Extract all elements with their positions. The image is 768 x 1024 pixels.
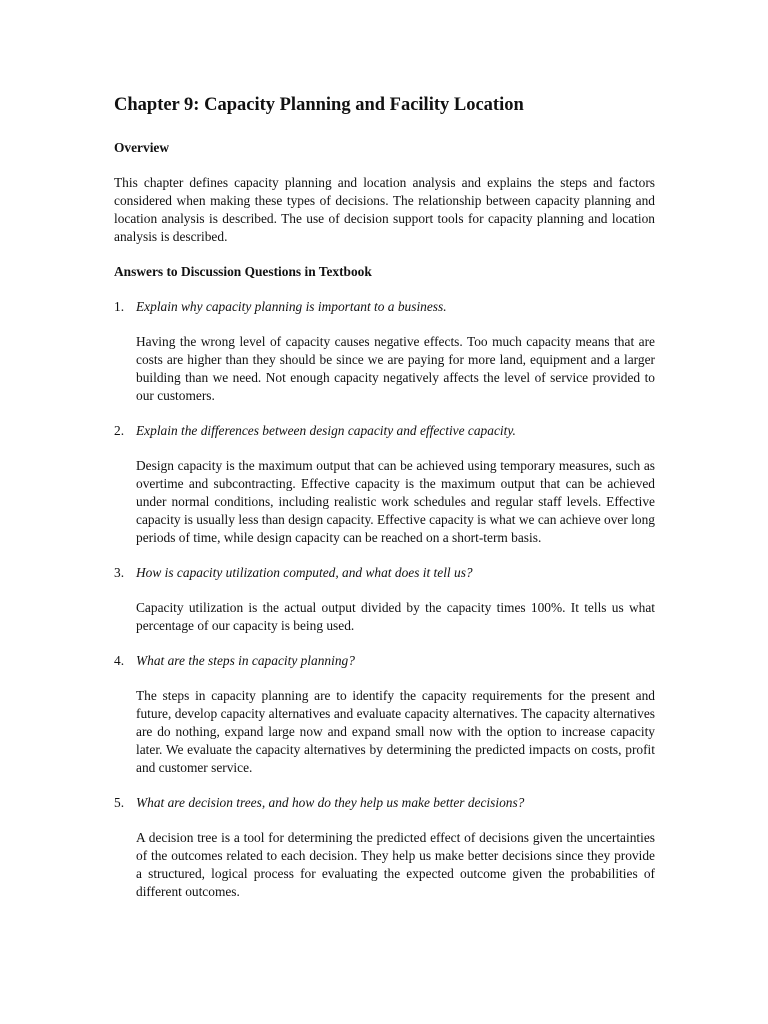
question-text: What are the steps in capacity planning? <box>136 653 355 668</box>
answer-3: Capacity utilization is the actual output divided by the capacity times 100%. It tells us what percentage of our capacity is being used. <box>136 600 655 633</box>
chapter-title: Chapter 9: Capacity Planning and Facility Location <box>114 95 524 115</box>
question-number: 1. <box>114 299 125 314</box>
qa-item-5 <box>114 794 655 901</box>
qa-item-3 <box>114 564 655 635</box>
overview-heading: Overview <box>114 140 170 155</box>
question-text: How is capacity utilization computed, and what does it tell us? <box>136 565 473 580</box>
question-text: Explain why capacity planning is important to a business. <box>136 299 447 314</box>
question-5 <box>114 794 655 812</box>
answer-4: The steps in capacity planning are to identify the capacity requirements for the present and future, develop capacity alternatives and evaluate capacity alternatives. The capacity alternatives are do nothing, expand large now and expand small now with the option to increase capacity later. We evaluate the capacity alternatives by determining the predicted impacts on costs, profit and customer service. <box>136 688 655 775</box>
discussion-question-list <box>114 298 655 901</box>
question-text: What are decision trees, and how do they help us make better decisions? <box>136 795 525 810</box>
question-number: 4. <box>114 653 125 668</box>
overview-paragraph: This chapter defines capacity planning and location analysis and explains the steps and factors considered when making these types of decisions. The relationship between capacity planning and location analysis is described. The use of decision support tools for capacity planning and location analysis is described. <box>114 175 655 244</box>
answers-heading: Answers to Discussion Questions in Textbook <box>114 264 372 279</box>
qa-item-4 <box>114 652 655 777</box>
qa-item-2 <box>114 422 655 547</box>
answer-5: A decision tree is a tool for determining the predicted effect of decisions given the uncertainties of the outcomes related to each decision. They help us make better decisions since they provide a structured, logical process for evaluating the expected outcome given the probabilities of different outcomes. <box>136 830 655 899</box>
answer-2: Design capacity is the maximum output that can be achieved using temporary measures, such as overtime and subcontracting. Effective capacity is the maximum output that can be achieved under normal conditions, including realistic work schedules and regular staff levels. Effective capacity is usually less than design capacity. Effective capacity is what we can achieve over long periods of time, while design capacity can be reached on a short-term basis. <box>136 458 655 545</box>
question-number: 2. <box>114 423 125 438</box>
question-3 <box>114 564 655 582</box>
question-4 <box>114 652 655 670</box>
question-text: Explain the differences between design capacity and effective capacity. <box>136 423 516 438</box>
question-1 <box>114 298 655 316</box>
qa-item-1 <box>114 298 655 405</box>
question-number: 5. <box>114 795 125 810</box>
question-2 <box>114 422 655 440</box>
question-number: 3. <box>114 565 125 580</box>
answer-1: Having the wrong level of capacity causes negative effects. Too much capacity means that are costs are higher than they should be since we are paying for more land, equipment and a larger building than we need. Not enough capacity negatively affects the level of service provided to our customers. <box>136 334 655 403</box>
